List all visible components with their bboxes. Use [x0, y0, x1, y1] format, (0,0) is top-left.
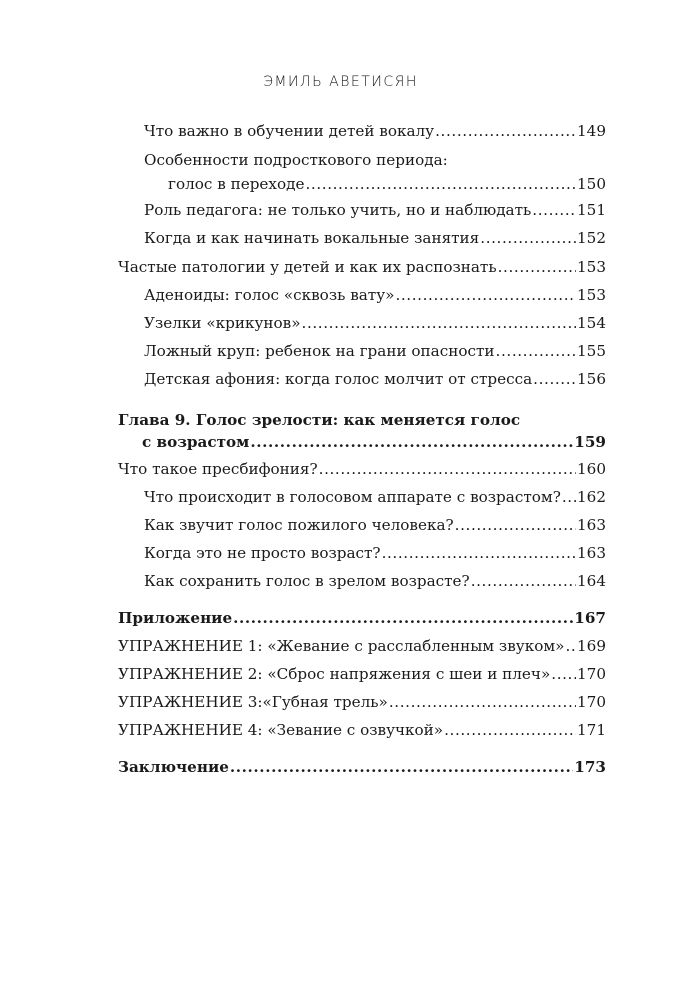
- toc-entry[interactable]: [118, 257, 606, 277]
- leader-dots: [471, 571, 576, 591]
- toc-entry-title: Аденоиды: голос «сквозь вату»: [144, 286, 395, 304]
- leader-dots: [305, 174, 576, 194]
- toc-entry-title: УПРАЖНЕНИЕ 1: «Жевание с расслабленным звуком»: [118, 637, 565, 655]
- toc-entry-title: Роль педагога: не только учить, но и наблюдать: [144, 201, 532, 219]
- toc-entry-page: 149: [577, 122, 606, 140]
- toc-entry[interactable]: [118, 720, 606, 740]
- toc-entry[interactable]: [144, 487, 606, 507]
- toc-entry[interactable]: [144, 515, 606, 535]
- toc-chapter-title: Глава 9. Голос зрелости: как меняется голос: [118, 411, 521, 429]
- toc-entry-title: Особенности подросткового периода:: [144, 151, 448, 169]
- toc-entry[interactable]: [144, 571, 606, 591]
- toc-entry-page: 159: [574, 433, 606, 451]
- leader-dots: [551, 664, 576, 684]
- toc-entry-page: 160: [577, 460, 606, 478]
- leader-dots: [230, 757, 573, 777]
- leader-dots: [250, 432, 573, 452]
- toc-entry[interactable]: [144, 543, 606, 563]
- toc-entry-title: Как звучит голос пожилого человека?: [144, 516, 454, 534]
- toc-entry-title: Узелки «крикунов»: [144, 314, 301, 332]
- toc-entry-page: 155: [577, 342, 606, 360]
- running-header: ЭМИЛЬ АВЕТИСЯН: [263, 74, 418, 90]
- toc-entry-page: 150: [577, 175, 606, 193]
- toc-entry-title: УПРАЖНЕНИЕ 3:«Губная трель»: [118, 693, 388, 711]
- toc-entry-page: 162: [577, 488, 606, 506]
- toc-entry-page: 163: [577, 516, 606, 534]
- toc-entry[interactable]: [118, 636, 606, 656]
- toc-section-entry[interactable]: [118, 608, 606, 628]
- toc-entry[interactable]: [144, 200, 606, 220]
- toc-entry-page: 154: [577, 314, 606, 332]
- toc-chapter-title-continued: с возрастом: [142, 433, 250, 451]
- toc-entry-title-continued: голос в переходе: [168, 175, 305, 193]
- toc-entry-page: 170: [577, 665, 606, 683]
- toc-entry-page: 151: [577, 201, 606, 219]
- leader-dots: [302, 313, 576, 333]
- leader-dots: [498, 257, 576, 277]
- toc-entry-title: Ложный круп: ребенок на грани опасности: [144, 342, 495, 360]
- leader-dots: [389, 692, 576, 712]
- toc-entry-page: 163: [577, 544, 606, 562]
- toc-entry[interactable]: [118, 664, 606, 684]
- toc-entry-title: Что такое пресбифония?: [118, 460, 318, 478]
- leader-dots: [435, 121, 576, 141]
- toc-section-title: Приложение: [118, 609, 233, 627]
- leader-dots: [395, 285, 576, 305]
- toc-entry-page: 169: [577, 637, 606, 655]
- toc-entry-page: 153: [577, 286, 606, 304]
- toc-entry[interactable]: [118, 459, 606, 479]
- toc-entry-title: Как сохранить голос в зрелом возрасте?: [144, 572, 470, 590]
- toc-entry[interactable]: [144, 121, 606, 141]
- toc-entry-title: Что важно в обучении детей вокалу: [144, 122, 435, 140]
- toc-section-title: Заключение: [118, 758, 229, 776]
- toc-entry[interactable]: [144, 313, 606, 333]
- toc-entry-page: 170: [577, 693, 606, 711]
- toc-entry[interactable]: [144, 341, 606, 361]
- toc-entry-title: Когда это не просто возраст?: [144, 544, 381, 562]
- toc-entry[interactable]: [144, 228, 606, 248]
- toc-entry-page: 171: [577, 721, 606, 739]
- toc-entry-title: Детская афония: когда голос молчит от стресса: [144, 370, 533, 388]
- leader-dots: [444, 720, 576, 740]
- toc-entry[interactable]: [144, 150, 606, 194]
- toc-entry-page: 164: [577, 572, 606, 590]
- leader-dots: [382, 543, 576, 563]
- leader-dots: [233, 608, 573, 628]
- toc-entry[interactable]: [144, 285, 606, 305]
- toc-entry[interactable]: [144, 369, 606, 389]
- leader-dots: [565, 636, 576, 656]
- leader-dots: [562, 487, 576, 507]
- toc-entry-title: УПРАЖНЕНИЕ 2: «Сброс напряжения с шеи и плеч»: [118, 665, 551, 683]
- toc-entry-page: 167: [574, 609, 606, 627]
- toc-entry-page: 153: [577, 258, 606, 276]
- toc-entry-title: Что происходит в голосовом аппарате с возрастом?: [144, 488, 561, 506]
- leader-dots: [532, 200, 576, 220]
- toc-entry-page: 156: [577, 370, 606, 388]
- toc-entry-title: УПРАЖНЕНИЕ 4: «Зевание с озвучкой»: [118, 721, 444, 739]
- toc-entry-title: Когда и как начинать вокальные занятия: [144, 229, 480, 247]
- leader-dots: [533, 369, 576, 389]
- leader-dots: [319, 459, 576, 479]
- toc-entry[interactable]: [118, 692, 606, 712]
- toc-chapter-entry[interactable]: [118, 410, 606, 452]
- toc-entry-page: 152: [577, 229, 606, 247]
- toc-entry-title: Частые патологии у детей и как их распознать: [118, 258, 497, 276]
- leader-dots: [496, 341, 576, 361]
- toc-entry-page: 173: [574, 758, 606, 776]
- leader-dots: [455, 515, 576, 535]
- leader-dots: [480, 228, 576, 248]
- toc-section-entry[interactable]: [118, 757, 606, 777]
